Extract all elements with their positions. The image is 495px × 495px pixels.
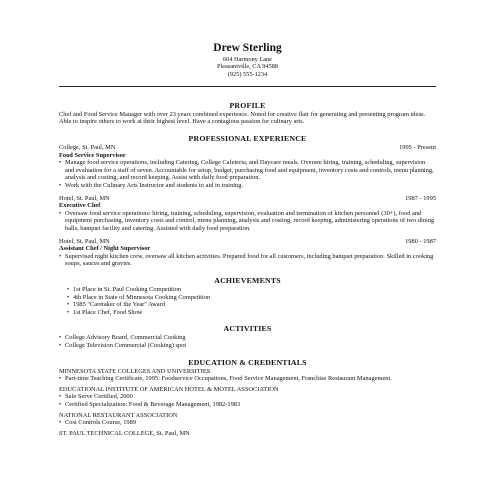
job-bullet: • Supervised night kitchen crew, oversaw all kitchen activities. Prepared food for all customers, including banquet preparation. Skilled in cooking soups, sauces and gravies. bbox=[59, 253, 436, 268]
profile-title: PROFILE bbox=[229, 100, 266, 110]
education-bullet: • Part-time Teaching Certificate, 1995: Foodservice Occupations, Food Service Management, Franchise Restaurant Management. bbox=[59, 375, 436, 383]
achievement-item: • 1st Place Chef, Food Show bbox=[67, 309, 436, 317]
address-line: 604 Harmony Lane bbox=[223, 56, 272, 63]
candidate-name: Drew Sterling bbox=[213, 42, 282, 54]
job-entry bbox=[59, 144, 436, 190]
education-section bbox=[59, 358, 436, 438]
education-entry bbox=[59, 412, 436, 427]
education-institution: ST. PAUL TECHNICAL COLLEGE, St. Paul, MN bbox=[59, 429, 190, 437]
education-entry bbox=[59, 368, 436, 383]
education-bullet: • Safe Serve Certified, 2000 bbox=[59, 393, 436, 401]
profile-text: Chef and Food Service Manager with over 23 years combined experience. Noted for creative flair for generating and presenting program ideas. Able to inspire others to work at their highest level. Have a contagious passion for culinary arts. bbox=[59, 110, 426, 126]
job-dates: 1980 - 1987 bbox=[405, 237, 436, 245]
job-dates: 1995 - Present bbox=[399, 144, 436, 152]
education-title: EDUCATION & CREDENTIALS bbox=[188, 357, 307, 367]
achievement-item: • 1st Place in St. Paul Cooking Competition bbox=[67, 286, 436, 294]
profile-section bbox=[59, 101, 436, 126]
activities-title: ACTIVITIES bbox=[223, 324, 272, 334]
education-entry bbox=[59, 430, 436, 438]
job-bullet: • Work with the Culinary Arts Instructor and students to aid in training. bbox=[59, 182, 436, 190]
education-bullet: • Certified Specialization: Food & Beverage Management, 1982-1983 bbox=[59, 401, 436, 409]
education-bullet: • Cost Controls Course, 1989 bbox=[59, 419, 436, 427]
job-role: Food Service Supervisor bbox=[59, 151, 126, 159]
activities-section bbox=[59, 324, 436, 349]
achievement-item: • 1985 "Caretaker of the Year" Award bbox=[67, 301, 436, 309]
header-divider bbox=[59, 86, 436, 87]
education-institution: MINNESOTA STATE COLLEGES AND UNIVERSITIES bbox=[59, 367, 211, 375]
job-employer: Hotel, St. Paul, MN bbox=[59, 237, 110, 245]
activity-item: • College Advisory Board, Commercial Cooking bbox=[59, 334, 436, 342]
phone-line: (925) 555-1234 bbox=[227, 70, 268, 78]
job-employer: Hotel, St. Paul, MN bbox=[59, 194, 110, 202]
job-dates: 1987 - 1995 bbox=[405, 194, 436, 202]
experience-section bbox=[59, 134, 436, 268]
achievement-item: • 4th Place in State of Minnesota Cooking Competition bbox=[67, 294, 436, 302]
job-role: Executive Chef bbox=[59, 202, 101, 210]
job-entry bbox=[59, 238, 436, 268]
job-employer: College, St. Paul, MN bbox=[59, 144, 116, 152]
achievements-section bbox=[59, 276, 436, 316]
education-institution: EDUCATIONAL INSTITUTE OF AMERICAN HOTEL & MOTEL ASSOCIATION bbox=[59, 385, 279, 393]
city-line: Pleasantville, CA 94588 bbox=[216, 63, 279, 71]
education-institution: NATIONAL RESTAURANT ASSOCIATION bbox=[59, 411, 178, 419]
achievements-title: ACHIEVEMENTS bbox=[214, 275, 281, 285]
experience-title: PROFESSIONAL EXPERIENCE bbox=[188, 134, 307, 144]
education-entry bbox=[59, 386, 436, 409]
job-bullet: • Manage food service operations, including Catering, College Cafeteria, and Daycare meals. Oversee hiring, training, scheduling, supervision and evaluation for a staff of seven. Accountable for setup, budget, purchasing food and equipment, inventory costs and controls, menu planning, analysis and costing, and record keeping. Assist with daily food preparation. bbox=[59, 159, 436, 182]
job-entry bbox=[59, 195, 436, 233]
resume-header bbox=[59, 42, 436, 78]
job-role: Assistant Chef / Night Supervisor bbox=[59, 245, 151, 253]
activity-item: • College Television Commercial (Cooking) spot bbox=[59, 342, 436, 350]
job-bullet: • Oversaw food service operations: hiring, training, scheduling, supervision, evaluation and termination of kitchen personnel (30+), food and equipment purchasing, inventory costs and control, menu planning, analysis and costing, record keeping, administering operations of two dining halls, banquet facility and catering. Assisted with daily food preparation. bbox=[59, 210, 436, 233]
